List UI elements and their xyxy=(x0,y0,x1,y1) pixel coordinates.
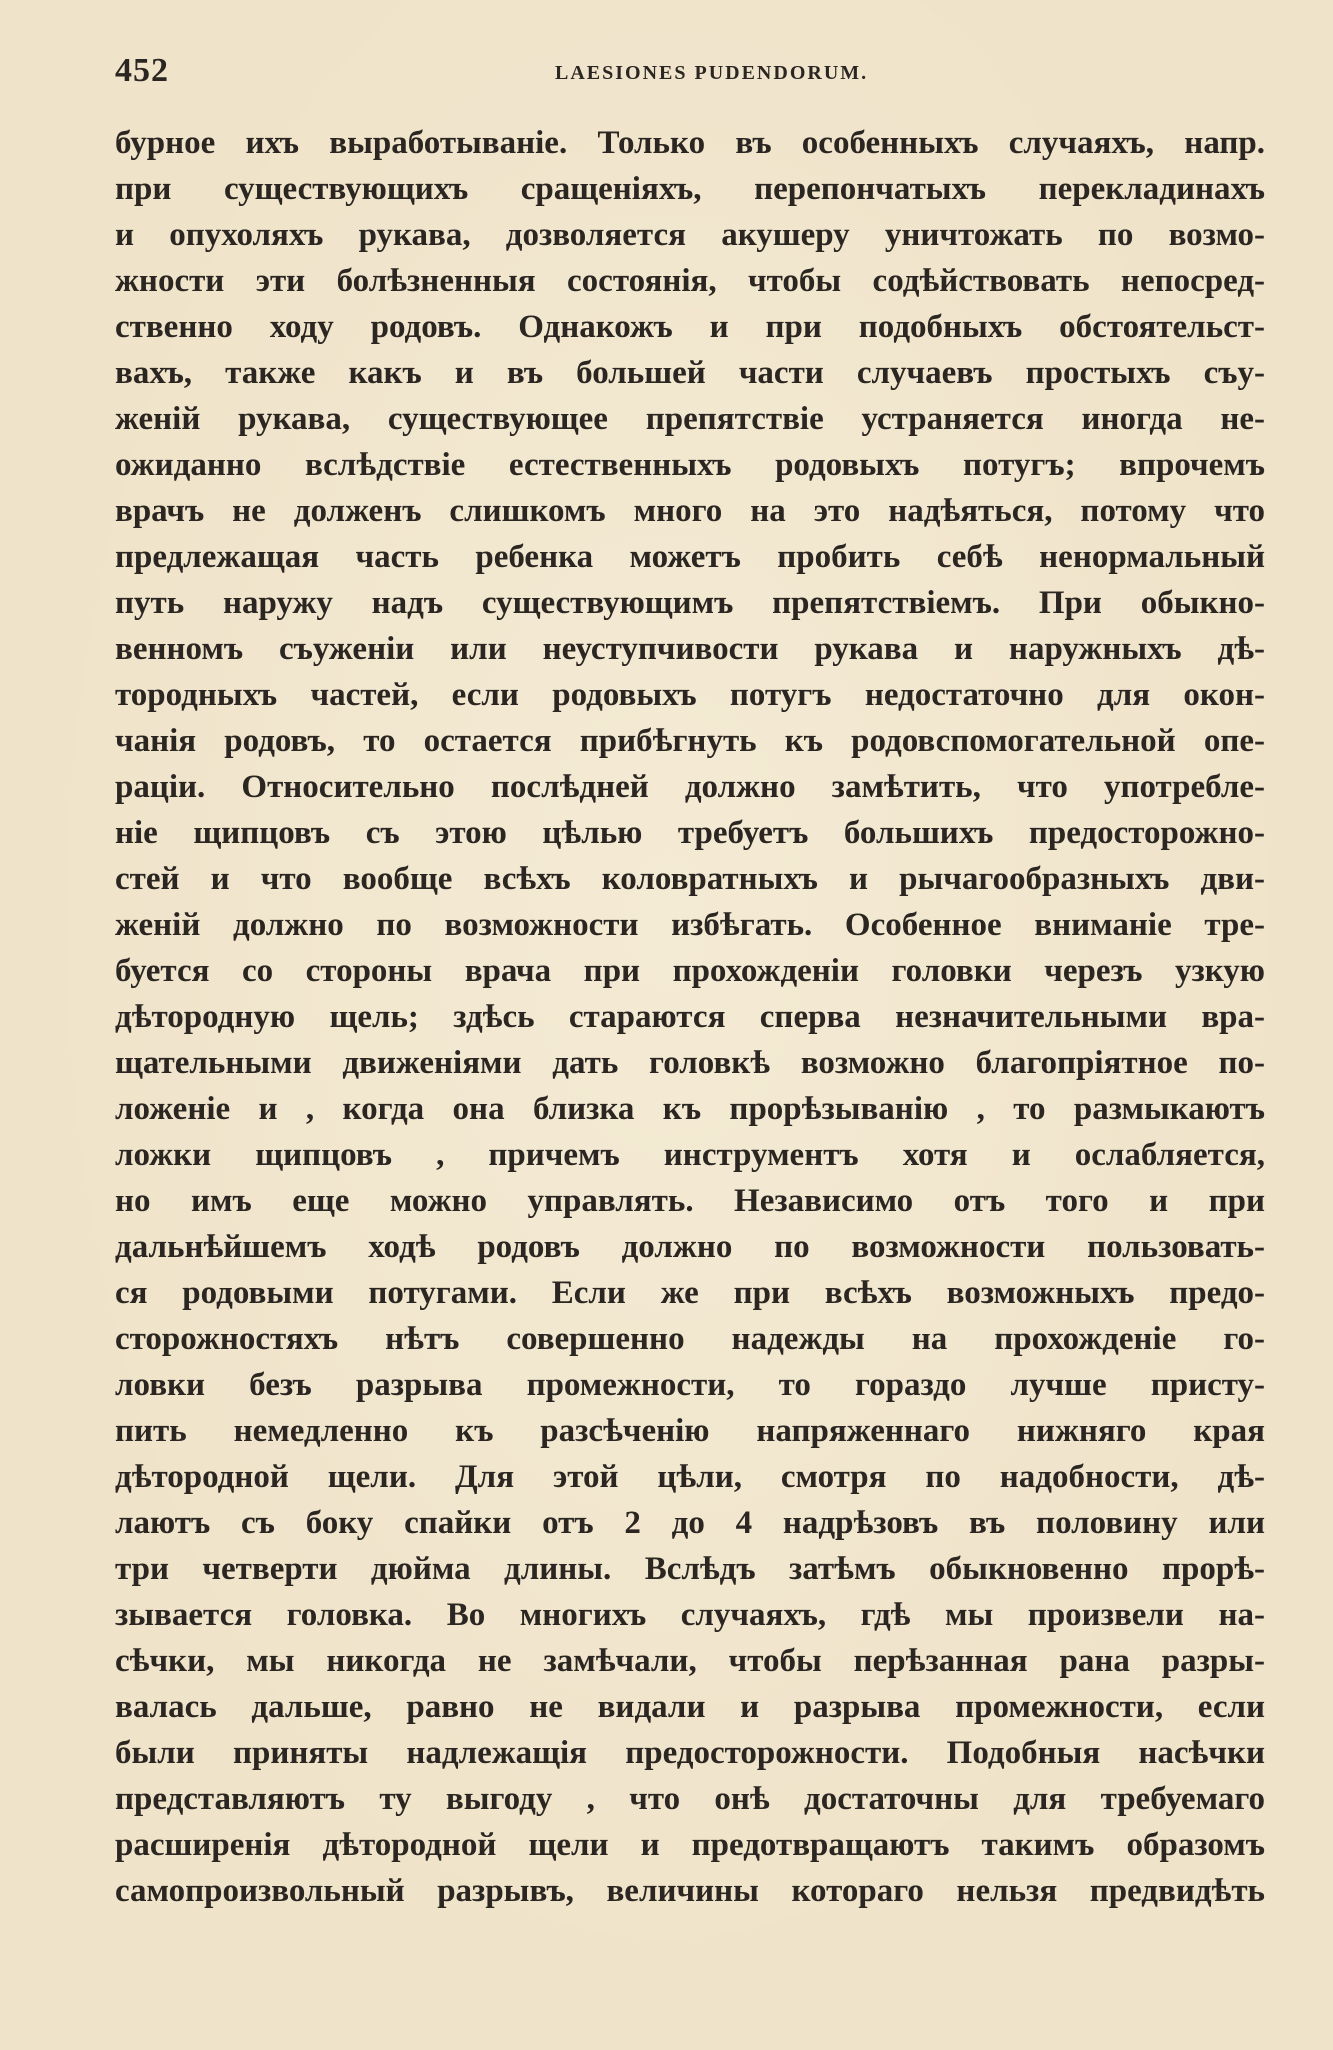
text-line: щательными движеніями дать головкѣ возможно благопріятное по- xyxy=(115,1045,1265,1081)
text-line: самопроизвольный разрывъ, величины котораго нельзя предвидѣть xyxy=(115,1873,1265,1909)
text-line: раціи. Относительно послѣдней должно замѣтить, что употребле- xyxy=(115,769,1265,805)
text-line: венномъ съуженіи или неуступчивости рукава и наружныхъ дѣ- xyxy=(115,631,1265,667)
text-line: ожиданно вслѣдствіе естественныхъ родовыхъ потугъ; впрочемъ xyxy=(115,447,1265,483)
text-line: были приняты надлежащія предосторожности. Подобныя насѣчки xyxy=(115,1735,1265,1771)
text-line: но имъ еще можно управлять. Независимо отъ того и при xyxy=(115,1183,1265,1219)
text-line: лаютъ съ боку спайки отъ 2 до 4 надрѣзовъ въ половину или xyxy=(115,1505,1265,1541)
text-line: ственно ходу родовъ. Однакожъ и при подобныхъ обстоятельст- xyxy=(115,309,1265,345)
text-line: бурное ихъ выработываніе. Только въ особенныхъ случаяхъ, напр. xyxy=(115,125,1265,161)
text-line: ніе щипцовъ съ этою цѣлью требуетъ большихъ предосторожно- xyxy=(115,815,1265,851)
text-line: путь наружу надъ существующимъ препятствіемъ. При обыкно- xyxy=(115,585,1265,621)
text-line: женій рукава, существующее препятствіе устраняется иногда не- xyxy=(115,401,1265,437)
text-line: и опухоляхъ рукава, дозволяется акушеру уничтожать по возмо- xyxy=(115,217,1265,253)
page-number: 452 xyxy=(115,52,169,89)
page-header xyxy=(115,52,1265,102)
text-line: буется со стороны врача при прохожденіи головки черезъ узкую xyxy=(115,953,1265,989)
text-line: дѣтородной щели. Для этой цѣли, смотря по надобности, дѣ- xyxy=(115,1459,1265,1495)
text-line: дальнѣйшемъ ходѣ родовъ должно по возможности пользовать- xyxy=(115,1229,1265,1265)
text-line: при существующихъ сращеніяхъ, перепончатыхъ перекладинахъ xyxy=(115,171,1265,207)
text-line: ложеніе и , когда она близка къ прорѣзыванію , то размыкаютъ xyxy=(115,1091,1265,1127)
text-line: стей и что вообще всѣхъ коловратныхъ и рычагообразныхъ дви- xyxy=(115,861,1265,897)
text-line: ся родовыми потугами. Если же при всѣхъ возможныхъ предо- xyxy=(115,1275,1265,1311)
text-line: расширенія дѣтородной щели и предотвращаютъ такимъ образомъ xyxy=(115,1827,1265,1863)
text-line: три четверти дюйма длины. Вслѣдъ затѣмъ обыкновенно прорѣ- xyxy=(115,1551,1265,1587)
text-line: валась дальше, равно не видали и разрыва промежности, если xyxy=(115,1689,1265,1725)
running-title: LAESIONES PUDENDORUM. xyxy=(555,62,869,84)
text-line: женій должно по возможности избѣгать. Особенное вниманіе тре- xyxy=(115,907,1265,943)
text-line: вахъ, также какъ и въ большей части случаевъ простыхъ съу- xyxy=(115,355,1265,391)
text-line: чанія родовъ, то остается прибѣгнуть къ родовспомогательной опе- xyxy=(115,723,1265,759)
text-line: тородныхъ частей, если родовыхъ потугъ недостаточно для окон- xyxy=(115,677,1265,713)
text-line: ловки безъ разрыва промежности, то гораздо лучше присту- xyxy=(115,1367,1265,1403)
text-line: зывается головка. Во многихъ случаяхъ, гдѣ мы произвели на- xyxy=(115,1597,1265,1633)
text-line: дѣтородную щель; здѣсь стараются сперва незначительными вра- xyxy=(115,999,1265,1035)
text-line: предлежащая часть ребенка можетъ пробить себѣ ненормальный xyxy=(115,539,1265,575)
body-text xyxy=(115,120,1265,1914)
text-line: представляютъ ту выгоду , что онѣ достаточны для требуемаго xyxy=(115,1781,1265,1817)
text-line: пить немедленно къ разсѣченію напряженнаго нижняго края xyxy=(115,1413,1265,1449)
text-line: сторожностяхъ нѣтъ совершенно надежды на прохожденіе го- xyxy=(115,1321,1265,1357)
text-line: врачъ не долженъ слишкомъ много на это надѣяться, потому что xyxy=(115,493,1265,529)
text-line: жности эти болѣзненныя состоянія, чтобы содѣйствовать непосред- xyxy=(115,263,1265,299)
text-line: ложки щипцовъ , причемъ инструментъ хотя и ослабляется, xyxy=(115,1137,1265,1173)
text-line: сѣчки, мы никогда не замѣчали, чтобы перѣзанная рана разры- xyxy=(115,1643,1265,1679)
